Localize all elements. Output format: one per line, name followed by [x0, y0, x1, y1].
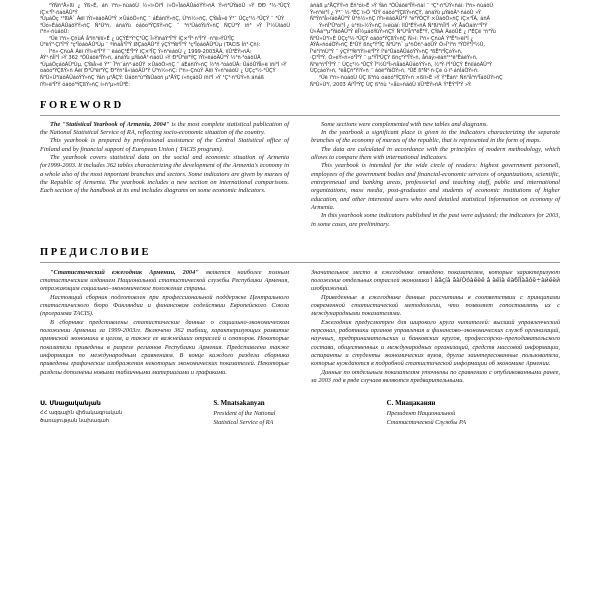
predislovie-left-column — [40, 269, 289, 386]
armenian-paragraph: Ñ³Ù»Ù³ï»É ÙÇç³½·³ÛÇÝ óáõó³ÝÇßÝ»ñÇ Ñ»ï: î³ñ»·ÇñùÁ Ý³Ë³ï»ëí³Í ¿ — [310, 35, 474, 42]
armenian-paragraph: ²Ûë ï³ñ»·ñùáõÙ ÙÇ ß³ñù óáõó³ÝÇßÝ»ñ ×ßïí»É »Ý Ý³Ëáñ¹ Ññ³å³ñ³ÏáõÙÝ»ñÇ — [319, 75, 503, 82]
armenian-paragraph: Ý»ñÏ³Û³óí³Í ¿ ù³ñï»½Ý»ñÇ ï»ëùáí: îíÛ³ÉÝ»ñÁ Ñ³ßí³ñÏí³Í »Ý ÅáÕáíñ¹³Ï³Ý — [319, 22, 488, 29]
armenian-paragraph: Ñ³ë³ñ³Ï³Ï³Ý ¨ ÙÇç³½·³ÛÇÝ Ï³½Ù³Ï»ñåáõÃÛáõÝÝ»ñ, ½³Ý·í³Í³ÛÇÝ ÉñïíáõÃÛ³Ý — [310, 61, 492, 68]
foreword-paragraph: The data are calculated in accordance with the principles of modern methodology, which allows to compare them with international indicators. — [311, 145, 560, 161]
armenian-paragraph: Ù³ëÝ³·Çï³Ï³Ý ³ç³ÏóáõÃÛ³Ùµ ¨ ºíñáå³Ï³Ý ØÇáõÃÛ³Ý ýÇÝ³Ýë³Ï³Ý ³ç³ÏóáõÃÛ³Ùµ (TACIS Íñ³·Çñ): — [40, 42, 261, 49]
predislovie-paragraph: Ежегодник предусмотрен для широкого круга читателей: высший управленческий персонал, работники органов управления и финансово–экономических служб организаций, научных, предпринимательских и банковских кругов, профессорско–преподавательского состава, общественных и международных организаций, средств массовой информации, аспиранты и студенты экономических вузов, другие заинтересованные пользователи, которые нуждаются в подробной статистической информации об экономике Армении. — [311, 318, 560, 368]
foreword-paragraph: The yearbook covers statistical data on the social and economic situation of Armenia for1999-2003. It includes 362 tables characterizing the development of the Armenia's economy in a whole also of the most important branches and sectors. Some indicators are given by marzes of the Republic of Armenia. The yearbook includes a new section on international comparisons. Each section of the handbook at its end includes diagrams on some economic indicators. — [40, 153, 289, 195]
predislovie-lead-text: "Статистический ежегодник Армении, 2004" — [50, 268, 199, 276]
signature-english — [213, 399, 386, 426]
signatory-role — [40, 410, 203, 425]
foreword-paragraph-text: is the most complete statistical publication of the National Statistical Service of RA, reflecting socio-economic situation of the country. — [40, 120, 289, 136]
mojibake-run: ì àâçíà âàíÒóàёèё â àёìà ёàбîÏàâôё÷àйёёй — [430, 276, 560, 284]
armenian-paragraph: Ï³é³í³ñÙ³Ý ¨ ýÇÝ³Ýë³ïÝï»ë³Ï³Ý Í³é³ÛáõÃÛáõÝÝ»ñÇ ³ßË³ï³ÏÇóÝ»ñ, — [310, 48, 463, 55]
predislovie-paragraph-text: Значительное место в ежегоднике отведено показателям, которые характеризуют положение отдельных отраслей экономики — [311, 268, 560, 284]
armenian-paragraph: Ñ³Ýñ³å»ïáõÃÛ³Ý Ù³ñ½»ñÇ ïÝï»ëáõÃÛ³Ý ³é³ÝÓÇÝ ×ÛáõÕ»ñÇ íÇ×³ÏÁ, áñÁ — [310, 16, 490, 23]
signatory-role-line: Статистической Службы РА — [386, 418, 467, 426]
foreword-right-column — [311, 121, 560, 229]
foreword-paragraph: In the yearbook a significant place is given to the indicators characterizing the separate branches of the economy of marzes of the republic, that is represented in the form of maps. — [311, 128, 560, 145]
predislovie-paragraph: В сборнике представлены статистические данные о социально-экономическом положении Армении за 1999-2003гг. Включено 362 таблиц, характеризующих развитие армянской экономики в целом, а также ее важнейших отраслей и секторов. Некоторые показатели приведены в разрезе регионов Республики Армения. Представлена также информация по международным сравнениям. В конце каждого раздела сборника приведены графические изображения некоторых экономических показателей. Некоторые разделы дополнены новыми табличными материалами и графиками. — [40, 318, 289, 376]
armenian-paragraph: ÙÇçáóÝ»ñ, ³ëåÇñ³ÝïÝ»ñ ¨ áõë³ÝáÕÝ»ñ, ³ÛÉ ß³Ñ³·ñ·Çé û·ï³·áñÍáÕÝ»ñ: — [310, 68, 479, 75]
armenian-foreword-block — [0, 0, 600, 88]
predislovie-heading: ПРЕДИСЛОВИЕ — [40, 247, 152, 259]
predislovie-paragraph — [311, 269, 560, 294]
foreword-body — [0, 116, 600, 229]
signatory-role-line: Президент Национальной — [386, 410, 456, 418]
armenian-paragraph: ÀÝ¹·ñÏí³Í »Ý 362 ³ÕÛáõë³ÏÝ»ñ, áñáÝù µÝáõÃ³·ñáõÙ »Ý Ð³Û³ëï³ÝÇ ïÝï»ëáõÃÛ³Ý ½³ñ·³óáõÙÁ — [40, 55, 261, 62]
predislovie-paragraph: Настоящий сборник подготовлен при профессиональной поддержке Центрального статистического бюро Финляндии и финансовом содействии Европейского Союза (программа TACIS). — [40, 293, 289, 318]
signatory-role-line: ծառայության նախագահ — [40, 417, 110, 424]
signatory-name: Ս. Մնացականյան — [40, 399, 101, 408]
predislovie-paragraph: Данные по отдельным показателям уточнены по сравнению с опубликованными ранее, за 2003 год в ряде случаев являются предварительными. — [311, 368, 560, 385]
predislovie-paragraph: Приведенные в ежегоднике данные рассчитаны в соответствии с принципами современной статистической методологии, что позволяет сопоставлять их с международными показателями. — [311, 293, 560, 318]
signatory-role — [213, 410, 376, 426]
signatory-role-line: ՀՀ ազգային վիճակագրական — [40, 410, 123, 417]
armenian-paragraph: Ñ³Ù»Ù³ïáõÃÛáõÝÝ»ñÇ Ýáñ µ³ÅÇÝ: Úáõñ³ù³ÝãÛáõñ µ³ÅÝÇ í»ñçáõÙ ïñí³Í »Ý ¹Ç³·ñ³ÙÝ»ñ áñáß — [40, 75, 264, 82]
predislovie-paragraph-text: является наиболее полным статистическим изданием Национальной статистической службы Республики Армения, отражающим социально–экономическое положение страны. — [40, 268, 289, 293]
signature-russian — [387, 399, 560, 426]
foreword-paragraph: This yearbook is prepared by professional assistance of the Central Statistical office of Finland and by financial support of European Union ( TACIS program). — [40, 137, 289, 153]
predislovie-body — [0, 263, 600, 386]
foreword-paragraph: This yearbook is intended for the wide circle of readers: highest government personell, employees of the government bodies and financial-economic services of organizations, scientific, entrepreneual and banking areas, professorial and teaching staff, public and international organizations, mass media, post-graduates and students of economic institutions of higher education, and other interested users who need detailed statistical information on economy of Armenia. — [311, 162, 560, 212]
armenian-paragraph: î³ñ»·ÇñùÁ Áëï ïÝï»ë³Ï³Ý ¨ ëáóÇ³É³Ï³Ý íÇ×³ÏÇ Ý»ñ³éáõÙ ¿ 1999-2003ÃÃ. ïíÛ³ÉÝ»ñÁ: — [49, 48, 252, 55]
signatory-role-line: Statistical Service of RA — [213, 418, 274, 426]
armenian-paragraph: ²Ûë ï³ñ»·ÇñùÁ å³ïñ³ëïí»É ¿ üÇÝÉ³Ý¹Ç³ÛÇ Î»ÝïñáÝ³Ï³Ý íÇ×³Ï³·ñ³Ï³Ý ·ñ³ë»ÝÛ³ÏÇ — [49, 35, 235, 42]
signature-block — [0, 399, 600, 426]
armenian-paragraph: Ý»ñ³éí³Í ¿ Ý³¨ ½·³ÉÇ ï»Õ ³ÛÝ óáõó³ÝÇßÝ»ñÇÝ, áñáÝù µÝáõÃ³·ñáõÙ »Ý — [310, 9, 481, 16]
armenian-paragraph: ²ÝÑñ³Å»ßï ¿ Ýß»É, áñ ï³ñ»·ñùáõÙ ½»ï»Õí³Í ï»Õ»ÏáõÃÛáõÝÝ»ñÁ Ý»ñ³ÛÝáõÙ »Ý ÐÐ ³½·³ÛÇÝ íÇ×³Ï³·ñáõÃÛ³Ý — [40, 3, 290, 16]
signatory-role-line: President of the National — [213, 410, 276, 418]
armenian-paragraph: Ñ³Ù»Ù³ï, 2003 Ãí³Ï³ÝÇ ÙÇ ß³ñù ¹»åù»ñáõÙ ïíÛ³ÉÝ»ñÁ Ý³ËÝ³Ï³Ý »Ý: — [310, 81, 472, 88]
armenian-left-column — [40, 3, 290, 88]
armenian-paragraph: àñáß µ³ÅÇÝÝ»ñ Éñ³óí»É »Ý Ýáñ ³ÕÛáõë³ÏÝ»ñáí ¨ ¹Ç³·ñ³ÙÝ»ñáí: î³ñ»·ñùáõÙ — [310, 3, 494, 9]
armenian-paragraph: ïÝï»ë³Ï³Ý óáõó³ÝÇßÝ»ñÇ í»ñ³µ»ñÛ³É: — [40, 81, 130, 88]
signatory-name: S. Mnatsakanyan — [213, 400, 265, 408]
signatory-name: С. Мнацаканян — [386, 400, 436, 408]
predislovie-right-column — [311, 269, 560, 386]
foreword-heading: FOREWORD — [40, 100, 124, 112]
armenian-paragraph: ³ÙµáÕç ¹³ßïÁ` Áëï ïÝï»ëáõÃÛ³Ý ×ÛáõÕ»ñÇ ¨ áÉáñïÝ»ñÇ, Ù³ñ½»ñÇ, ÇÝãå»ë Ý³¨ ÙÇç³½·³ÛÇÝ ¨ ³ÛÝ — [40, 16, 285, 23]
armenian-paragraph: Ù»Ãá¹³µ³ÝáõÃÛ³Ý ëÏ½µáõÝùÝ»ñÇÝ Ñ³Ù³å³ï³ëË³Ý, ÇÝãÁ ÃáõÛÉ ¿ ï³ÉÇë ¹ñ³Ýù — [310, 29, 496, 36]
armenian-paragraph: ³ÙµáÕçáõÃÛ³Ùµ, ÇÝãå»ë Ý³¨ Ï³ñ¨áñ³·áõÛÝ ×ÛáõÕ»ñÇ ¨ áÉáñïÝ»ñÇ ½³ñ·³óáõÙÁ: ÜáõÛÝå»ë ïñí³Í »Ý — [40, 61, 287, 68]
armenian-paragraph: ³Ûó»ÉáõÃÛáõÝÝ»ñÇ Ñ³Ù³ñ, áñáÝù óáõó³ÝÇßÝ»ñÇ ¨ ³ñ¹ÛáõÝùÝ»ñÇ ÑÇÙ³Ý íñ³ »Ý Ï³½ÙíáõÙ ï³ñ»·ñùáõÙ: — [40, 22, 290, 36]
armenian-paragraph: óáõó³ÝÇßÝ»ñ Áëï Ð³Û³ëï³ÝÇ Ð³Ýñ³å»ïáõÃÛ³Ý Ù³ñ½»ñÇ: î³ñ»·ÇñùÝ Áëï Ý»ñ³éáõÙ ¿ ÙÇç³½·³ÛÇÝ — [40, 68, 276, 75]
predislovie-paragraph-tail: изображений. — [311, 285, 349, 293]
armenian-paragraph: ÁÝÃ»ñóáÕÝ»ñÇ É³ÛÝ ßñç³Ý³ÏÇ Ñ³Ù³ñ` µ³ñÓñ³·áõÛÝ Õ»Ï³í³ñ ³ÝÓÝ³Ï³½Ù, — [310, 42, 485, 49]
foreword-paragraph — [40, 121, 289, 138]
armenian-right-column — [310, 3, 560, 88]
foreword-lead-text: The "Statistical Yearbook of Armenia, 2004" — [50, 120, 170, 128]
predislovie-paragraph — [40, 269, 289, 294]
signature-armenian — [40, 399, 213, 426]
foreword-paragraph: In this yearbook some indicators published in the past were adjusted; the indicators for 2003, in some cases, are preliminary. — [311, 212, 560, 228]
armenian-paragraph: ·Çï³Ï³Ý, Ó»éÝ»ñ»ó³Ï³Ý ¨ µ³ÝÏ³ÛÇÝ ßñç³Ý³ÏÝ»ñ, åñáý»ëáñ³¹³ë³ËáëÝ»ñ, — [310, 55, 478, 62]
foreword-left-column — [40, 121, 289, 229]
signatory-role — [387, 410, 550, 426]
foreword-paragraph: Some sections were complemented with new tables and diagrams. — [321, 120, 488, 128]
